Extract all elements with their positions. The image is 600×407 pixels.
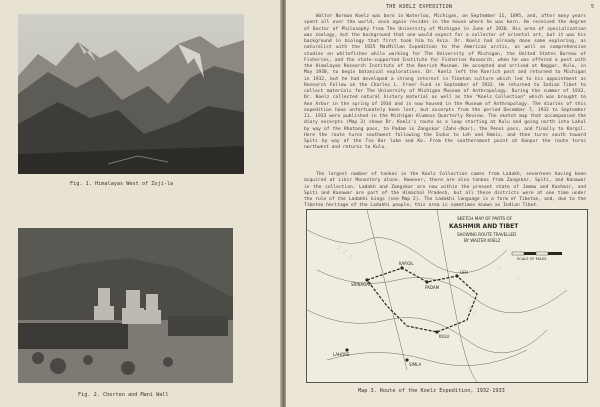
figure-2-caption: Fig. 2. Chorten and Mani Wall [78,392,169,398]
body-paragraph-1: Walter Norman Koelz was born in Waterloo, Michigan, on September 11, 1895, and, after many years spent all over the world, once again resides in the house where he was born. He received the degree of Doctor of Philosophy from The University of Michigan in June of 1920. His area of specialization was zoology, but the background that one would expect for a collector of oriental art, but it was his background in biology that first took him to Asia. Dr. Koelz had already done some exploring, as naturalist with the 1925 MacMillan Expedition to the American arctic, as well as comprehensive studies on whitefishes while working for The University of Michigan, the United States Bureau of Fisheries, and the state-supported Institute for Fisheries Research, when he was offered a post with the Himalayan Research Institute of the Roerich Museum. He accepted and arrived at Naggar, Kulu, in May 1930, to begin botanical explorations. Dr. Koelz left the Roerich post and returned to Michigan in 1932, but he had developed a strong interest in Tibetan culture which led to his appointment as Research Fellow on the Charles L. Freer Fund in September of 1932. He returned to Indian Tibet to collect materials for The University of Michigan Museum of Anthropology. During the summer of 1933, Dr. Koelz collected natural history material as well as the "Koelz Collection" which was brought to Ann Arbor in the spring of 1934 and is now housed in the Museum of Anthropology. The diaries of this expedition have unfortunately been lost, but excerpts from the period December 7, 1932 to September 11, 1933 were published in the Michigan Alumnus Quarterly Review. The sketch map that accompanied the diary excerpts (Map 3) shows Dr. Koelz's route as a loop starting at Kulu and going north into Lahul by way of the Rhotang pass, to Padam in Zangskar (Zahs-dkar), the Pensi pass, and finally to Kargil. Here the route turns southwest following the Indus to Leh and Hemis, and then turns south toward Spiti by way of the Tso Kar lake and Ko. From the southernmost point at Kanpur the route turns northwest and returns to Kulu. [304,14,586,151]
figure-2-photo [18,228,233,383]
map-title: KASHMIR AND TIBET [449,223,519,230]
map-place-kargil: KARGIL [399,261,414,266]
map-place-lahore: LAHORE [333,352,350,357]
right-page [286,0,600,407]
running-head: THE KOELZ EXPEDITION [386,4,453,10]
left-page [0,0,282,407]
figure-1-photo [18,14,244,174]
map-title-small: SKETCH MAP OF PARTS OF [457,216,513,221]
map-place-simla: SIMLA [409,362,422,367]
koelz-route-map [306,209,588,383]
map-subtitle-2: BY WALTER KOELZ [464,238,501,243]
map-place-srinagar: SRINAGAR [351,282,372,287]
map-place-kulu: KULU [439,334,450,339]
map-caption: Map 3. Route of the Koelz Expedition, 1932-1933 [358,388,505,394]
map-place-leh: LEH [460,270,468,275]
body-paragraph-2: The largest number of tankas in the Koelz Collection comes from Ladakh, seventeen having been acquired at Likir Monastery alone. However, there are also tankas from Zangskar, Spiti, and Kanawar in the collection. Ladakh and Zangskar are now within the present state of Jammu and Kashmir, and Spiti and Kanawar are part of the Himachal Pradesh, but all these districts were at one time under the rule of the Ladakhi kings (see Map 2). The Ladakhi language is a form of Tibetan, and, due to the Tibetan heritage of the Ladakhi people, this area is sometimes known as Indian Tibet. [304,172,586,209]
page-number: 5 [590,4,594,10]
figure-1-caption: Fig. 1. Himalayas West of Zoji-la [70,181,174,187]
map-scale-label: SCALE OF MILES [517,257,547,261]
map-subtitle-1: SHOWING ROUTE TRAVELLED [457,232,517,237]
map-place-padam: PADAM [425,285,440,290]
